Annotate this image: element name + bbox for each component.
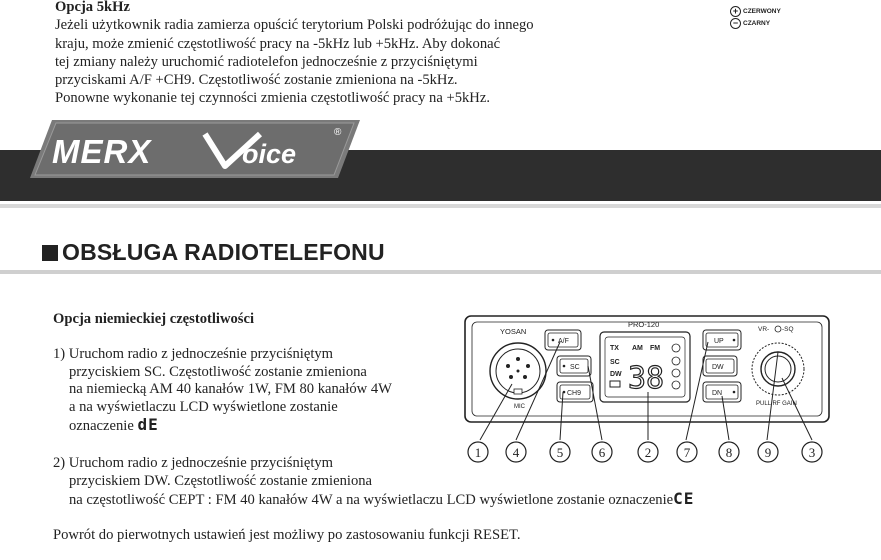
top-line-4: przyciskami A/F +CH9. Częstotliwość zostanie zmieniona na -5kHz. [55,72,458,89]
polarity-legend [730,6,781,30]
svg-text:7: 7 [683,445,691,460]
paragraph-3: Powrót do pierwotnych ustawień jest możliwy po zastosowaniu funkcji RESET. [53,527,521,543]
svg-text:SC: SC [570,364,580,371]
heading-5khz: Opcja 5kHz [55,0,130,15]
svg-text:3: 3 [808,445,816,460]
button-af [545,330,581,350]
plus-icon: + [730,6,741,17]
lcd-fm: FM [650,345,661,352]
top-text-block [55,0,655,108]
svg-text:UP: UP [714,338,724,345]
paragraph-2: 2) Uruchom radio z jednocześnie przyciśniętym przyciskiem DW. Częstotliwość zostanie zmieniona na częstotliwość CEPT : FM 40 kanałów 4W a na wyświetlaczu LCD wyświetlone zostanie oznaczenieCE [53,455,695,509]
paragraph-1: 1) Uruchom radio z jednocześnie przyciśniętym przyciskiem SC. Częstotliwość zostanie zmieniona na niemiecką AM 40 kanałów 1W, FM 80 kanałów 4W a na wyświetlaczu LCD wyświetlone zostanie oznaczenie dE [53,346,392,435]
button-up [703,330,741,350]
title-rule [0,270,881,274]
top-line-1: Jeżeli użytkownik radia zamierza opuścić terytorium Polski podróżując do innego [55,17,534,34]
svg-text:2: 2 [644,445,652,460]
button-sc [557,356,591,376]
top-line-3: tej zmiany należy uruchomić radiotelefon jednocześnie z przyciśniętymi [55,53,478,70]
rf-gain-label: PULL RF GAIN [756,401,797,407]
lcd-sc: SC [610,359,620,366]
minus-icon: − [730,18,741,29]
svg-text:6: 6 [598,445,606,460]
button-dw [703,356,737,376]
brand-label: YOSAN [500,327,527,336]
lcd-am: AM [632,345,643,352]
svg-text:9: 9 [764,445,772,460]
model-label: PRO-120 [628,320,660,329]
svg-text:1: 1 [474,445,482,460]
svg-text:DW: DW [712,364,724,371]
logo-registered: ® [334,127,342,138]
vr-label: VR- [758,326,770,333]
subtitle: Opcja niemieckiej częstotliwości [53,311,255,327]
svg-text:DN: DN [712,390,723,397]
svg-text:CH9: CH9 [567,390,582,397]
legend-red: CZERWONY [743,8,781,16]
lcd-dw: DW [610,371,622,378]
lcd-digits: 38 [628,361,665,396]
separator [0,204,881,208]
lcd-code-de: dE [137,415,159,435]
logo-voice-text: oice [242,139,297,169]
svg-text:A/F: A/F [558,338,569,345]
svg-text:4: 4 [512,445,520,460]
merx-voice-logo [30,120,360,178]
square-bullet-icon [42,245,58,261]
lcd-code-ce: CE [673,489,695,509]
top-line-5: Ponowne wykonanie tej czynności zmienia częstotliwość pracy na +5kHz. [55,90,490,107]
radio-front-panel-diagram [460,312,840,472]
section-title: OBSŁUGA RADIOTELEFONU [42,239,385,266]
svg-text:5: 5 [556,445,564,460]
mic-label: MIC [514,404,525,410]
logo-merx-text: MERX [52,133,152,170]
sq-label: -SQ [782,326,794,333]
top-line-2: kraju, może zmienić częstotliwość pracy na -5kHz lub +5kHz. Aby dokonać [55,35,501,52]
lcd-tx: TX [610,345,619,352]
legend-black: CZARNY [743,20,771,28]
svg-text:8: 8 [725,445,733,460]
